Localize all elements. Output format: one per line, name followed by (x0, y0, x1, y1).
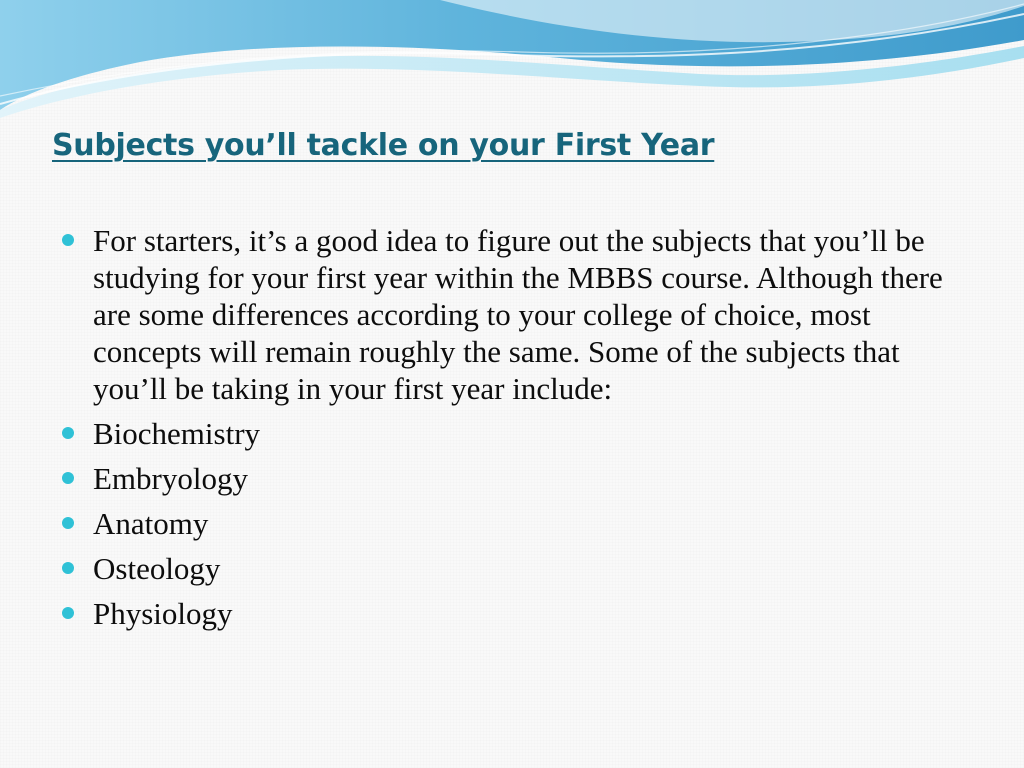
bullet-dot-icon (62, 234, 74, 246)
subject-label: Anatomy (93, 506, 209, 541)
list-item-subject (62, 550, 962, 587)
list-item-subject (62, 505, 962, 542)
list-item-subject (62, 415, 962, 452)
list-item-intro (62, 222, 962, 407)
bullet-list (62, 222, 962, 640)
list-item-subject (62, 460, 962, 497)
subject-label: Physiology (93, 596, 233, 631)
bullet-dot-icon (62, 517, 74, 529)
header-wave-decoration (0, 0, 1024, 120)
subject-label: Osteology (93, 551, 221, 586)
bullet-dot-icon (62, 607, 74, 619)
bullet-dot-icon (62, 562, 74, 574)
subject-label: Embryology (93, 461, 248, 496)
slide-title: Subjects you’ll tackle on your First Year (52, 128, 715, 163)
bullet-dot-icon (62, 427, 74, 439)
list-item-subject (62, 595, 962, 632)
intro-text: For starters, it’s a good idea to figure out the subjects that you’ll be studying for your first year within the MBBS course. Although there are some differences according to your college of choice, most concepts will remain roughly the same. Some of the subjects that you’ll be taking in your first year include: (93, 223, 943, 406)
bullet-dot-icon (62, 472, 74, 484)
subject-label: Biochemistry (93, 416, 261, 451)
